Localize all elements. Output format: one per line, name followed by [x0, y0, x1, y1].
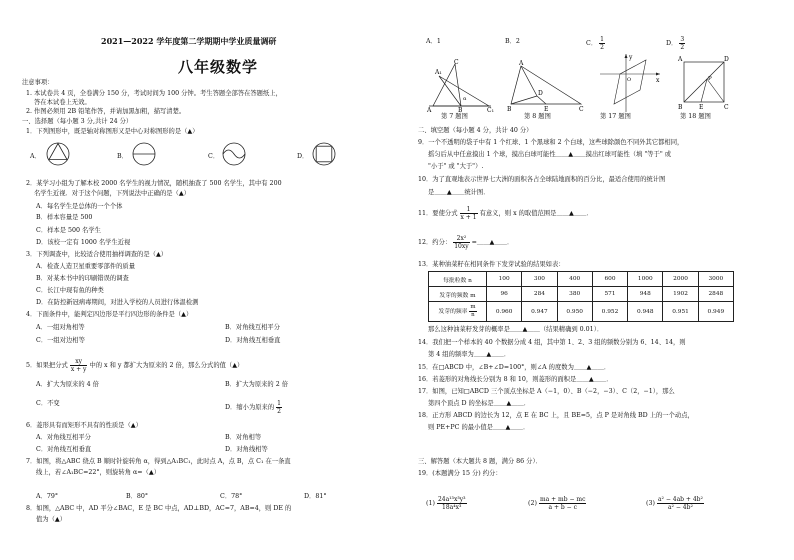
stem-post: 中的 x 和 y 都扩大为原来的 2 倍，那么分式的值（▲） [89, 362, 244, 369]
question-line: 14．我们把一个样本的 40 个数据分成 4 组，其中第 1、2、3 组的频数分别为 6、14、14，则 [418, 339, 686, 346]
option-label: D． [297, 153, 309, 160]
section-title: 三、解答题（本大题共 8 题，满分 86 分）． [418, 458, 542, 465]
question-line: 17．如图，已知□ABCD 三个顶点坐标是 A（−1，0）、B（−2，−3）、C（2，−1），那么 [418, 388, 675, 395]
table-cell: 2000 [663, 272, 698, 287]
option-a: A．79° [36, 493, 59, 500]
answer-item-2 [528, 496, 586, 511]
table-cell: 2848 [698, 287, 733, 302]
fraction-numerator: xy [70, 358, 88, 366]
item-label: (3) [646, 500, 655, 507]
row-label-text: 发芽的频率 [438, 309, 468, 315]
item-label: (1) [426, 500, 435, 507]
question-stem: 6．菱形具有而矩形不具有的性质是（▲） [26, 422, 142, 429]
subject-title: 八年级数学 [178, 58, 259, 76]
option-c: C．78° [220, 493, 243, 500]
label-E: E [699, 104, 704, 111]
table-cell: 571 [592, 287, 627, 302]
option-d: D．81° [304, 493, 327, 500]
option-c: C．一组对边相等 [36, 337, 85, 344]
label-A: A [519, 60, 524, 67]
question-line: 19．(本题满分 15 分) 约分： [418, 470, 502, 477]
stem-pre: 11．要使分式 [418, 210, 458, 217]
section-title: 二、填空题（每小题 4 分，共计 40 分） [418, 127, 533, 134]
school-year-title: 2021—2022 学年度第二学期期中学业质量调研 [101, 36, 277, 46]
fraction-denominator: 10xy [454, 243, 469, 250]
question-line: 那么这种油菜籽发芽的概率是＿＿▲＿＿（结果精确到 0.01）． [428, 326, 604, 333]
note-item: 答在本试卷上无效。 [34, 99, 91, 106]
label-A1: A₁ [435, 69, 442, 76]
question-line: 则 PE+PC 的最小值是＿＿▲＿＿． [428, 424, 530, 431]
label-C: C [579, 106, 584, 112]
fraction-numerator: ma + mb − mc [539, 496, 586, 503]
question-line: 第四个顶点 D 的坐标是＿＿▲＿＿． [428, 400, 531, 407]
table-cell: 100 [487, 272, 522, 287]
table-cell: 600 [592, 272, 627, 287]
fraction [657, 496, 704, 511]
question-line: 18．正方形 ABCD 的边长为 12，点 E 在 BC 上，且 BE=5，点 P 是对角线 BD 上的一个动点， [418, 412, 694, 419]
question-11 [418, 206, 593, 221]
stem-pre: 12．约分： [418, 239, 452, 246]
question-stem: 2．某学习小组为了解本校 2000 名学生的视力情况，随机抽查了 500 名学生，其中有 200 [26, 180, 282, 187]
fraction-numerator: m [470, 304, 476, 310]
item-label: (2) [528, 500, 537, 507]
option-b: B．80° [126, 493, 149, 500]
option-d [225, 400, 282, 415]
fraction [679, 36, 685, 51]
label-B: B [507, 106, 512, 112]
figure-caption: 第 17 题图 [600, 113, 631, 120]
option-c: C．不变 [36, 400, 60, 407]
question-line: 10．为了直观地表示世界七大洲的面积各占全球陆地面积的百分比，最适合使用的统计图 [418, 176, 666, 183]
option-label: C． [586, 40, 598, 47]
table-cell: 0.951 [663, 302, 698, 322]
fraction-numerator: 1 [600, 36, 604, 43]
label-O: O [627, 77, 632, 83]
option-b: B．样本容量是 500 [36, 214, 93, 221]
notes-title: 注意事项： [22, 79, 54, 86]
stem-pre: 5．如果把分式 [26, 362, 68, 369]
table-cell: 284 [522, 287, 557, 302]
label-B: B [458, 107, 463, 112]
circle-triangle-icon [44, 140, 72, 168]
label-C1: C₁ [487, 107, 494, 112]
question-stem [26, 358, 243, 373]
fraction [276, 400, 282, 415]
row-label [429, 302, 487, 322]
figure-8 [505, 58, 587, 112]
option-label: D． [666, 40, 678, 47]
question-stem: 3．下列调查中，比较适合使用抽样调查的是（▲） [26, 251, 168, 258]
row-label: 每批粒数 n [429, 272, 487, 287]
option-b: B．扩大为原来的 2 倍 [225, 381, 289, 388]
fraction-denominator: x + y [70, 366, 87, 373]
fraction-numerator: 3 [680, 36, 685, 43]
table-cell: 3000 [698, 272, 733, 287]
option-b: B．2 [505, 38, 520, 45]
label-C: C [724, 104, 729, 111]
option-text: D．缩小为原来的 [225, 404, 275, 411]
question-line: 第 4 组的频率为＿＿▲＿＿． [428, 351, 511, 358]
option-a: A．一组对角相等 [36, 324, 85, 331]
option-b: B．对角相等 [225, 434, 262, 441]
fraction [460, 206, 478, 221]
table-row [429, 302, 734, 322]
note-item: 2. 作图必须用 2B 铅笔作答，并请加黑加粗，描写清楚。 [26, 108, 186, 115]
table-row [429, 272, 734, 287]
table-cell: 300 [522, 272, 557, 287]
option-label: C． [208, 153, 220, 160]
stem-post: =＿＿▲＿＿． [471, 239, 514, 246]
answer-item-1 [426, 496, 467, 511]
fraction-numerator: 2x² [453, 235, 469, 243]
option-d [666, 36, 685, 51]
table-cell: 0.947 [522, 302, 557, 322]
table-cell: 0.960 [487, 302, 522, 322]
label-A: A [427, 107, 432, 112]
label-x: x [656, 77, 660, 84]
question-12 [418, 235, 513, 250]
question-stem: 7．如图，将△ABC 绕点 B 顺时针旋转角 α，得到△A₁BC₁，此时点 A，点 B，点 C₁ 在一条直 [26, 458, 291, 465]
germination-table [428, 271, 734, 322]
question-stem: 名学生近视．对于这个问题，下列说法中正确的是（▲） [34, 190, 190, 197]
circle-line-icon [130, 140, 158, 168]
option-d: D．对角线互相垂直 [225, 337, 281, 344]
label-E: E [544, 106, 549, 112]
table-cell: 0.949 [698, 302, 733, 322]
question-stem: 8．如图，△ABC 中，AD 平分∠BAC，E 是 BC 中点，AD⊥BD，AC=7，AB=4，则 DE 的 [26, 505, 292, 512]
table-cell: 0.948 [628, 302, 663, 322]
option-c: C．对角线互相垂直 [36, 446, 92, 453]
figure-18 [676, 54, 730, 112]
option-b: B．对角线互相平分 [225, 324, 281, 331]
label-D: D [724, 56, 729, 63]
fraction-denominator: x + 1 [460, 214, 477, 221]
option-label: B． [117, 153, 128, 160]
circle-square-icon [310, 140, 338, 168]
table-row [429, 287, 734, 302]
question-line: 15．在□ABCD 中，∠B+∠D=100°，则∠A 的度数为＿＿▲＿＿． [418, 364, 611, 371]
option-a: A．扩大为原来的 4 倍 [36, 381, 99, 388]
label-A: A [678, 56, 683, 63]
question-line: 13．某种油菜籽在相同条件下发芽试验的结果如表： [418, 261, 565, 268]
label-D: D [538, 90, 543, 97]
question-line: 是＿＿▲＿＿统计图． [428, 189, 490, 196]
table-cell: 0.950 [557, 302, 592, 322]
question-stem: 值为（▲） [36, 516, 67, 523]
option-label: A． [30, 153, 41, 160]
option-d: D．该校一定有 1000 名学生近视 [36, 239, 131, 246]
question-stem: 1．下列图形中，既是轴对称图形又是中心对称图形的是（▲） [26, 128, 199, 135]
circle-wave-icon [220, 140, 248, 168]
row-label: 发芽的频数 m [429, 287, 487, 302]
option-d: D．对角线相等 [225, 446, 268, 453]
label-C: C [454, 59, 459, 66]
fraction-numerator: 1 [277, 400, 281, 407]
figure-17 [596, 52, 664, 114]
option-d: D．在防控新冠病毒期间，对进入学校的人员进行体温检测 [36, 299, 199, 306]
option-b: B．对某本书中的印刷错误的调查 [36, 275, 129, 282]
section-title: 一、选择题（每小题 3 分,共计 24 分） [22, 118, 133, 125]
option-a: A．对角线互相平分 [36, 434, 91, 441]
label-P: P [708, 76, 712, 82]
table-cell: 948 [628, 287, 663, 302]
question-stem: 4．下面条件中，能判定四边形是平行四边形的条件是（▲） [26, 311, 193, 318]
table-cell: 400 [557, 272, 592, 287]
fraction [453, 235, 469, 250]
fraction-denominator: 18a⁴x³ [442, 504, 462, 511]
question-line: 9．一个不透明的袋子中有 1 个红球、1 个黑球和 2 个白球，这些球除颜色不同外其它都相同， [418, 139, 684, 146]
fraction [599, 36, 605, 51]
figure-7 [425, 58, 495, 112]
stem-post: 有意义，则 x 的取值范围是＿＿▲＿＿． [479, 210, 593, 217]
fraction-denominator: a + b − c [548, 504, 577, 511]
table-cell: 0.952 [592, 302, 627, 322]
fraction-denominator: 2 [277, 408, 281, 415]
figure-caption: 第 7 题图 [441, 113, 468, 120]
figure-caption: 第 8 题图 [524, 113, 551, 120]
question-line: 16．若菱形的对角线长分别为 8 和 10，则菱形的面积是＿＿▲＿＿． [418, 376, 613, 383]
table-cell: 380 [557, 287, 592, 302]
fraction-numerator: 24a¹³x³y³ [437, 496, 466, 503]
question-line: "小于" 或 "大于"）. [428, 163, 484, 170]
note-item: 1. 本试卷共 4 页，全卷满分 150 分，考试时间为 100 分钟。考生答题全部答在答题纸上， [26, 90, 282, 97]
fraction-numerator: a² − 4ab + 4b² [657, 496, 703, 503]
question-stem: 线上，若∠A₁BC=22°，则旋转角 α=（▲） [36, 469, 160, 476]
question-line: 摇匀后从中任意摸出 1 个球，摸出白球可能性＿＿▲＿＿摸出红球可能性（填 "等于" 或 [428, 151, 672, 158]
fraction-denominator: n [471, 312, 475, 318]
label-y: y [629, 54, 633, 61]
option-c: C．样本是 500 名学生 [36, 227, 101, 234]
option-a: A．1 [426, 38, 441, 45]
fraction [469, 304, 476, 319]
option-a: A．每名学生是总体的一个个体 [36, 203, 123, 210]
option-a: A．检查人造卫星重要零部件的质量 [36, 263, 136, 270]
figure-caption: 第 18 题图 [680, 113, 711, 120]
fraction [437, 496, 467, 511]
table-cell: 1902 [663, 287, 698, 302]
fraction [70, 358, 88, 373]
fraction [539, 496, 587, 511]
fraction-numerator: 1 [460, 206, 478, 214]
table-cell: 96 [487, 287, 522, 302]
fraction-denominator: a² − 4b² [667, 504, 693, 511]
fraction-denominator: 2 [600, 44, 604, 51]
option-c: C．长江中现有鱼的种类 [36, 287, 104, 294]
label-B: B [678, 104, 683, 111]
table-cell: 1000 [628, 272, 663, 287]
label-alpha: α [463, 96, 467, 102]
answer-item-3 [646, 496, 704, 511]
fraction-denominator: 2 [680, 44, 685, 51]
option-c [586, 36, 605, 51]
